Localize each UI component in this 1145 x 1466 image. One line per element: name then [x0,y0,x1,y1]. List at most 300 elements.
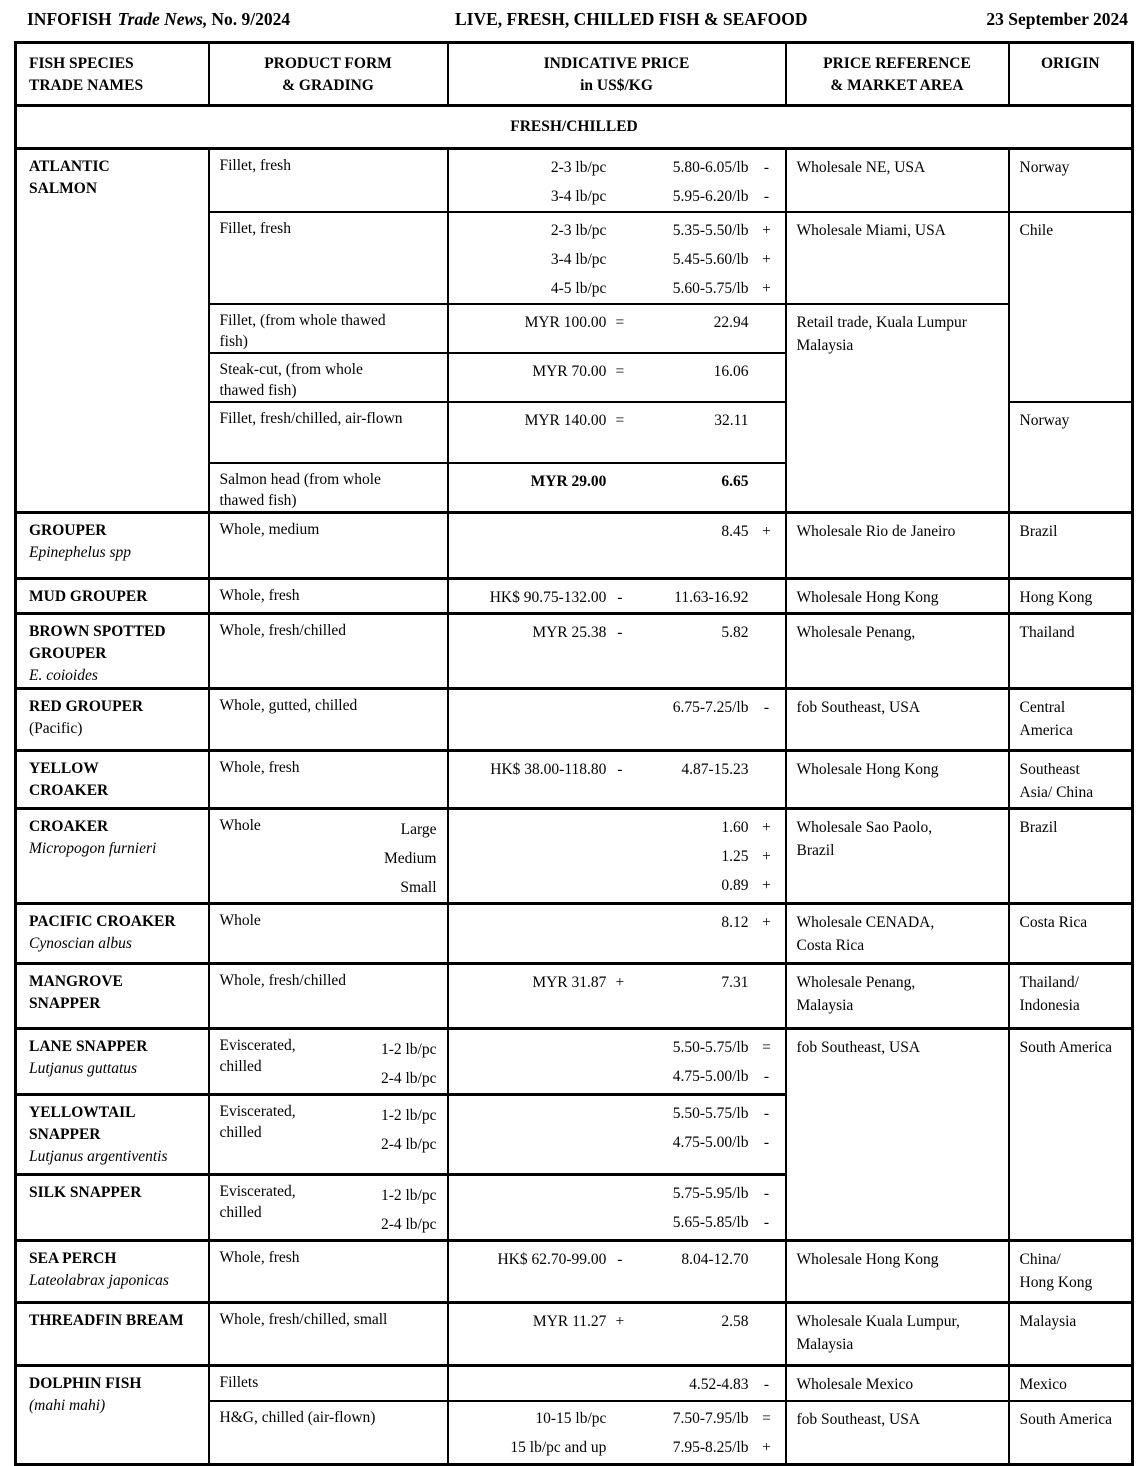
table-row [16,614,1133,689]
price-line [449,182,785,211]
price-trend-symbol: - [763,1213,770,1231]
price-value: 5.45-5.60/lb [672,250,749,268]
price-cell [448,1366,786,1401]
species-cell [16,751,209,809]
price-line [449,1208,785,1237]
price-line [449,1128,785,1157]
price-equals-symbol: - [617,588,623,606]
product-layout [220,469,441,511]
origin-cell [1009,1029,1133,1241]
product-layout [220,620,441,641]
price-cell [448,1095,786,1175]
col-header-line: INDICATIVE PRICE [543,55,690,72]
fish-price-table [14,41,1134,1466]
price-cell [448,304,786,353]
col-header-product [209,43,448,106]
size-label: Medium [383,850,437,867]
species-cell [16,1095,209,1175]
product-line: Whole, medium [219,521,320,538]
table-row [16,1366,1133,1401]
price-trend-symbol: = [762,1410,771,1427]
col-header-price [448,43,786,106]
product-cell [209,1241,448,1303]
product-cell [209,579,448,614]
header-row [16,43,1133,106]
origin-line: Malaysia [1019,1313,1077,1330]
species-scientific-name: Lutjanus guttatus [29,1060,138,1077]
product-description [220,1181,381,1239]
product-cell [209,1175,448,1241]
species-name: BROWN SPOTTED [29,623,166,640]
price-quantity: 10-15 lb/pc [535,1410,607,1427]
reference-line: Malaysia [796,997,854,1014]
price-cell [448,1029,786,1095]
product-line: Whole, fresh [219,587,300,604]
price-line [449,755,785,784]
reference-line: Wholesale Sao Paolo, [796,819,933,836]
size-label: Small [400,879,437,896]
product-description [220,519,441,540]
price-quantity: MYR 25.38 [532,623,607,641]
product-cell [209,463,448,513]
price-cell [448,904,786,964]
price-cell [448,579,786,614]
origin-line: Brazil [1019,523,1058,540]
price-quantity: 3-4 lb/pc [550,187,607,205]
reference-line: Malaysia [796,337,854,354]
product-cell [209,1095,448,1175]
reference-line: Wholesale CENADA, [796,914,935,931]
product-line: Eviscerated, [219,1037,296,1054]
origin-cell [1009,689,1133,751]
price-equals-symbol: + [615,973,625,991]
product-description [220,1407,441,1428]
price-value: 11.63-16.92 [674,588,749,606]
price-trend-symbol: + [762,522,771,540]
species-cell [16,614,209,689]
product-description [220,408,441,429]
price-quantity: MYR 140.00 [524,411,607,429]
price-line [449,357,785,386]
price-value: 5.35-5.50/lb [672,221,749,239]
price-line [449,1370,785,1399]
price-value: 4.87-15.23 [681,760,749,778]
size-label: 2-4 lb/pc [380,1216,437,1233]
price-table-body [16,106,1133,1465]
species-name: ATLANTIC [29,158,110,175]
price-value: 7.95-8.25/lb [672,1439,749,1456]
species-cell [16,1241,209,1303]
price-line [449,1033,785,1062]
reference-line: fob Southeast, USA [796,1039,921,1056]
product-layout [220,1309,441,1330]
price-trend-symbol: - [763,1067,770,1085]
price-line [449,1099,785,1128]
price-line [449,842,785,871]
product-cell [209,751,448,809]
product-line: Eviscerated, [219,1183,296,1200]
col-header-line: PRODUCT FORM [264,55,392,72]
species-name: SNAPPER [29,1126,101,1143]
product-line: Whole [219,817,261,834]
size-label: 2-4 lb/pc [380,1136,437,1153]
product-line: thawed fish) [219,382,297,399]
price-quantity: MYR 29.00 [530,472,607,490]
product-cell [209,614,448,689]
price-quantity: MYR 11.27 [532,1312,607,1330]
product-layout [220,1101,441,1159]
table-row [16,964,1133,1029]
reference-line: Brazil [796,842,835,859]
origin-line: China/ [1019,1251,1061,1268]
species-name: SILK SNAPPER [29,1184,142,1201]
species-name: YELLOW [29,760,99,777]
reference-cell [786,149,1009,213]
product-line: thawed fish) [219,492,297,509]
origin-cell [1009,964,1133,1029]
reference-cell [786,689,1009,751]
species-scientific-name: Lutjanus argentiventis [29,1148,168,1165]
origin-cell [1009,1303,1133,1366]
price-trend-symbol: - [763,698,770,716]
species-cell [16,964,209,1029]
table-row [16,1241,1133,1303]
species-name: CROAKER [29,818,109,835]
price-quantity: 15 lb/pc and up [510,1439,607,1456]
price-cell [448,1303,786,1366]
product-line: Whole, gutted, chilled [219,697,358,714]
origin-line: Thailand/ [1019,974,1079,991]
product-line: H&G, chilled (air-flown) [219,1408,376,1426]
price-trend-symbol: + [762,221,771,239]
price-trend-symbol: - [763,158,770,176]
origin-cell [1009,212,1133,402]
product-cell [209,809,448,904]
table-row [16,689,1133,751]
product-cell [209,149,448,213]
product-layout [220,757,441,778]
col-header-line: TRADE NAMES [29,77,144,94]
species-name: YELLOWTAIL [29,1104,136,1121]
species-name: GROUPER [29,645,107,662]
species-name: RED GROUPER [29,698,144,715]
product-description [220,359,441,401]
size-label: Large [400,821,437,838]
origin-line: Southeast [1019,761,1080,778]
price-trend-symbol: - [763,1104,770,1122]
product-line: Whole, fresh [219,1249,300,1266]
price-value: 6.65 [721,472,749,490]
price-quantity: 2-3 lb/pc [550,221,607,239]
product-cell [209,513,448,579]
product-line: Whole [219,912,261,929]
product-layout [220,970,441,991]
size-label: 1-2 lb/pc [380,1041,437,1058]
price-equals-symbol: - [617,760,623,778]
product-line: Fillets [219,1374,259,1391]
origin-cell [1009,614,1133,689]
table-row [16,1303,1133,1366]
price-value: 5.75-5.95/lb [672,1184,749,1202]
species-scientific-name: (Pacific) [29,720,83,737]
product-description [220,1101,381,1159]
species-scientific-name: Cynoscian albus [29,935,132,952]
price-equals-symbol: - [617,623,623,641]
price-line [449,968,785,997]
origin-cell [1009,904,1133,964]
product-layout [220,218,441,239]
col-header-line: in US$/KG [580,77,653,94]
price-value: 7.31 [721,973,749,991]
product-cell [209,353,448,402]
product-cell [209,964,448,1029]
product-sizes [384,815,441,902]
price-equals-symbol: = [615,362,625,380]
price-quantity: HK$ 90.75-132.00 [489,588,607,606]
price-value: 0.89 [721,876,749,894]
product-description [220,469,441,511]
price-value: 22.94 [713,313,749,331]
species-name: DOLPHIN FISH [29,1375,142,1392]
product-layout [220,1181,441,1239]
product-layout [220,408,441,429]
price-trend-symbol: - [763,1184,770,1202]
species-name: SALMON [29,180,98,197]
price-value: 5.82 [721,623,749,641]
species-cell [16,1029,209,1095]
species-name: MANGROVE [29,973,123,990]
origin-line: Mexico [1019,1376,1067,1393]
reference-line: Wholesale Hong Kong [796,761,939,778]
product-line: Whole, fresh [219,759,300,776]
table-row [16,809,1133,904]
price-line [449,871,785,900]
origin-line: Costa Rica [1019,914,1088,931]
price-quantity: 4-5 lb/pc [550,279,607,297]
product-description [220,620,441,641]
price-line [449,245,785,274]
reference-cell [786,964,1009,1029]
reference-line: Wholesale Penang, [796,974,916,991]
publication-news: Trade News, [117,9,208,29]
col-header-line: & MARKET AREA [830,77,964,94]
origin-line: Asia/ China [1019,784,1094,801]
price-value: 7.50-7.95/lb [672,1410,749,1427]
price-line [449,1434,785,1463]
price-cell [448,1175,786,1241]
price-value: 5.50-5.75/lb [672,1038,749,1056]
product-layout [220,359,441,401]
product-cell [209,212,448,304]
species-name: SNAPPER [29,995,101,1012]
price-line [449,908,785,937]
reference-cell [786,904,1009,964]
origin-line: Norway [1019,412,1070,429]
table-row [16,904,1133,964]
price-value: 16.06 [713,362,749,380]
species-name: CROAKER [29,782,109,799]
product-line: Fillet, fresh [219,157,291,174]
reference-cell [786,513,1009,579]
price-cell [448,614,786,689]
reference-cell [786,579,1009,614]
table-row [16,751,1133,809]
price-cell [448,149,786,213]
origin-line: Chile [1019,222,1054,239]
product-description [220,815,384,902]
origin-line: Norway [1019,159,1070,176]
price-trend-symbol: + [762,913,771,931]
price-cell [448,809,786,904]
price-value: 2.58 [721,1312,749,1330]
price-line [449,1062,785,1091]
reference-line: Malaysia [796,1336,854,1353]
origin-cell [1009,513,1133,579]
price-line [449,153,785,182]
origin-line: America [1019,722,1073,739]
reference-line: fob Southeast, USA [796,699,921,716]
product-cell [209,904,448,964]
species-cell [16,809,209,904]
price-value: 5.80-6.05/lb [672,158,749,176]
product-cell [209,689,448,751]
price-value: 4.52-4.83 [689,1375,749,1393]
species-scientific-name: Lateolabrax japonicas [29,1272,169,1289]
col-header-species [16,43,209,106]
species-scientific-name: (mahi mahi) [29,1397,106,1414]
price-value: 5.50-5.75/lb [672,1104,749,1122]
price-line [449,1307,785,1336]
product-description [220,585,441,606]
product-description [220,218,441,239]
price-value: 5.65-5.85/lb [672,1213,749,1231]
species-name: SEA PERCH [29,1250,117,1267]
species-cell [16,1175,209,1241]
price-cell [448,751,786,809]
col-header-reference [786,43,1009,106]
price-line [449,1179,785,1208]
reference-cell [786,809,1009,904]
col-header-origin [1009,43,1133,106]
price-equals-symbol: - [617,1250,623,1268]
price-cell [448,402,786,463]
product-line: chilled [219,1124,262,1141]
reference-cell [786,212,1009,304]
price-trend-symbol: + [762,818,771,836]
price-value: 5.95-6.20/lb [672,187,749,205]
price-value: 32.11 [714,411,749,429]
reference-line: Costa Rica [796,937,865,954]
price-cell [448,1241,786,1303]
price-line [449,274,785,303]
product-line: fish) [219,333,248,350]
running-header [0,7,1145,41]
product-description [220,1309,441,1330]
price-cell [448,513,786,579]
origin-cell [1009,149,1133,213]
price-quantity: MYR 31.87 [532,973,607,991]
product-layout [220,815,441,902]
price-trend-symbol: + [762,279,771,297]
reference-cell [786,751,1009,809]
col-header-line: ORIGIN [1040,55,1100,72]
reference-line: Wholesale Miami, USA [796,222,946,239]
reference-cell [786,1401,1009,1465]
product-sizes [381,1181,441,1239]
product-line: Fillet, fresh/chilled, air-flown [219,410,403,427]
product-description [220,695,441,716]
species-name: THREADFIN BREAM [29,1312,184,1329]
origin-line: Indonesia [1019,997,1080,1014]
product-cell [209,1366,448,1401]
product-sizes [381,1101,441,1159]
reference-line: Wholesale Rio de Janeiro [796,523,956,540]
species-cell [16,579,209,614]
product-layout [220,1407,441,1428]
publication-brand: INFOFISH [27,9,112,29]
price-cell [448,212,786,304]
species-scientific-name: E. coioides [29,667,98,684]
size-label: 1-2 lb/pc [380,1107,437,1124]
price-equals-symbol: = [615,411,625,429]
price-cell [448,353,786,402]
price-line [449,1245,785,1274]
product-description [220,910,441,931]
origin-line: South America [1019,1039,1113,1056]
product-line: chilled [219,1058,262,1075]
table-row [16,149,1133,213]
product-line: Salmon head (from whole [219,471,381,488]
section-banner-row [16,106,1133,149]
reference-line: Retail trade, Kuala Lumpur [796,314,967,331]
price-line [449,1405,785,1434]
col-header-line: PRICE REFERENCE [823,55,971,72]
price-line [449,583,785,612]
price-value: 1.60 [721,818,749,836]
reference-cell [786,614,1009,689]
price-value: 1.25 [721,847,749,865]
product-line: Eviscerated, [219,1103,296,1120]
product-sizes [381,1035,441,1093]
price-quantity: 2-3 lb/pc [550,158,607,176]
product-description [220,1247,441,1268]
price-quantity: HK$ 38.00-118.80 [490,760,607,778]
product-layout [220,1372,441,1393]
price-trend-symbol: = [762,1038,771,1056]
price-line [449,618,785,647]
price-equals-symbol: = [615,313,625,331]
price-trend-symbol: + [762,847,771,865]
species-name: MUD GROUPER [29,588,148,605]
report-title: LIVE, FRESH, CHILLED FISH & SEAFOOD [455,9,808,29]
product-description [220,970,441,991]
reference-line: fob Southeast, USA [796,1410,921,1428]
price-cell [448,463,786,513]
reference-line: Wholesale Mexico [796,1376,914,1393]
product-cell [209,1029,448,1095]
size-label: 1-2 lb/pc [380,1187,437,1204]
product-line: Whole, fresh/chilled [219,972,347,989]
size-label: 2-4 lb/pc [380,1070,437,1087]
price-trend-symbol: - [763,187,770,205]
species-scientific-name: Epinephelus spp [29,544,132,561]
species-name: PACIFIC CROAKER [29,913,176,930]
price-line [449,216,785,245]
product-layout [220,695,441,716]
col-header-line: FISH SPECIES [29,55,134,72]
price-value: 6.75-7.25/lb [672,698,749,716]
product-layout [220,910,441,931]
